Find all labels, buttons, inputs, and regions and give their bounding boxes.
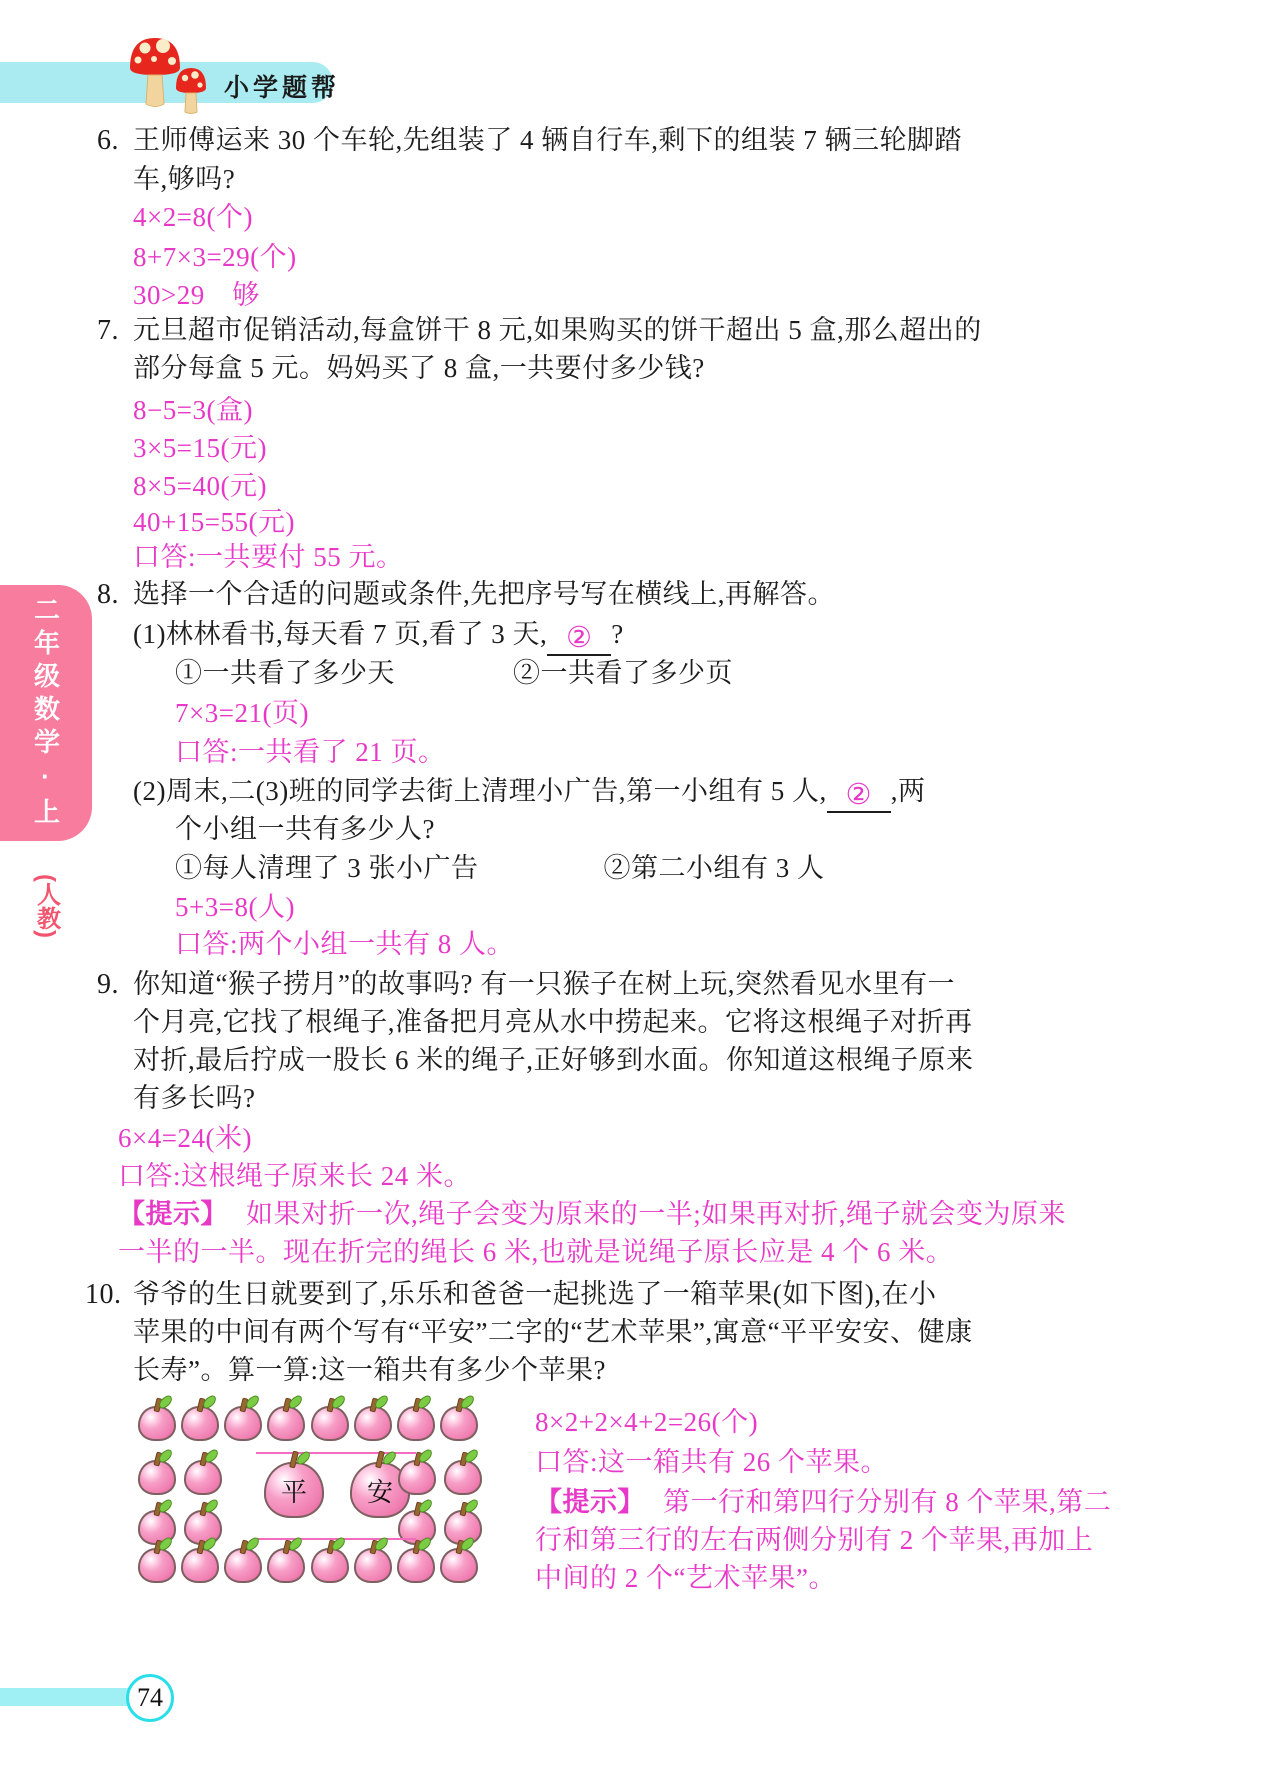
blank-choice: ② xyxy=(845,779,872,811)
q10-hint-line1 xyxy=(535,1486,1111,1519)
question-text: ,两 xyxy=(890,776,926,806)
apple-icon xyxy=(181,1548,219,1583)
question-text: 个小组一共有多少人? xyxy=(175,814,435,844)
q7-answer-3: 8×5=40(元) xyxy=(133,471,267,501)
q6-answer-3: 30>29 够 xyxy=(133,280,260,310)
q7-answer-2: 3×5=15(元) xyxy=(133,433,267,463)
page-number: 74 xyxy=(137,1683,163,1712)
q6-line1 xyxy=(97,124,962,157)
question-text: 对折,最后拧成一股长 6 米的绳子,正好够到水面。你知道这根绳子原来 xyxy=(133,1045,974,1075)
part-label: (1) xyxy=(133,619,166,649)
question-text: 个月亮,它找了根绳子,准备把月亮从水中捞起来。它将这根绳子对折再 xyxy=(133,1007,973,1037)
q7-answer-4: 40+15=55(元) xyxy=(133,507,295,537)
q6-answer-2: 8+7×3=29(个) xyxy=(133,242,297,272)
q6-line2 xyxy=(133,163,235,196)
hint-text: 中间的 2 个“艺术苹果”。 xyxy=(535,1563,836,1593)
q8-intro xyxy=(97,578,835,611)
apple-icon xyxy=(397,1406,435,1441)
part-label: (2) xyxy=(133,776,166,806)
apple-icon xyxy=(267,1548,305,1583)
q10-hint-line2 xyxy=(535,1524,1093,1557)
q9-line1 xyxy=(97,968,955,1001)
page-number-badge xyxy=(126,1674,174,1722)
sidebar-grade-label: 二年级数学·上 xyxy=(30,595,61,831)
question-text: ? xyxy=(611,619,624,649)
q9-answer-1: 6×4=24(米) xyxy=(118,1123,252,1153)
apple-icon xyxy=(354,1406,392,1441)
art-apples xyxy=(264,1462,410,1518)
apple-icon xyxy=(440,1548,478,1583)
q8-part1-answer-1: 7×3=21(页) xyxy=(175,698,309,728)
hint-text: 第一行和第四行分别有 8 个苹果,第二 xyxy=(663,1487,1112,1517)
art-apple-character: 平 xyxy=(280,1477,307,1507)
apple-icon xyxy=(224,1548,262,1583)
apple-icon xyxy=(397,1548,435,1583)
q8-part2-line1 xyxy=(133,775,925,813)
q9-hint-line2 xyxy=(118,1236,953,1269)
sidebar-publisher xyxy=(0,860,92,952)
q7-line2 xyxy=(133,352,705,385)
apple-group-left xyxy=(138,1460,218,1545)
q9-answer-2: 口答:这根绳子原来长 24 米。 xyxy=(118,1161,472,1191)
q7-line1 xyxy=(97,314,982,347)
footer-bar xyxy=(0,1688,128,1706)
question-text: 长寿”。算一算:这一箱共有多少个苹果? xyxy=(133,1355,606,1385)
apple-icon xyxy=(267,1406,305,1441)
q7-answer-5: 口答:一共要付 55 元。 xyxy=(133,542,404,572)
q7-number: 7. xyxy=(97,315,119,346)
question-text: 王师傅运来 30 个车轮,先组装了 4 辆自行车,剩下的组装 7 辆三轮脚踏 xyxy=(133,125,962,155)
option-1: ①每人清理了 3 张小广告 xyxy=(175,853,479,883)
q8-part2-answer-2: 口答:两个小组一共有 8 人。 xyxy=(175,929,515,959)
hint-text: 行和第三行的左右两侧分别有 2 个苹果,再加上 xyxy=(535,1525,1094,1555)
apple-icon xyxy=(311,1548,349,1583)
art-apple-character: 安 xyxy=(366,1477,393,1507)
question-text: 部分每盒 5 元。妈妈买了 8 盒,一共要付多少钱? xyxy=(133,353,705,383)
apple-icon xyxy=(311,1406,349,1441)
apple-group-right xyxy=(398,1460,478,1545)
hint-text: 如果对折一次,绳子会变为原来的一半;如果再对折,绳子就会变为原来 xyxy=(246,1199,1067,1229)
question-text: 林林看书,每天看 7 页,看了 3 天, xyxy=(165,619,548,649)
question-text: 苹果的中间有两个写有“平安”二字的“艺术苹果”,寓意“平平安安、健康 xyxy=(133,1317,973,1347)
answer-blank xyxy=(547,622,611,656)
question-text: 有多长吗? xyxy=(133,1083,256,1113)
brand-title: 小学题帮 xyxy=(224,74,341,102)
question-text: 元旦超市促销活动,每盒饼干 8 元,如果购买的饼干超出 5 盒,那么超出的 xyxy=(133,315,982,345)
q8-part2-line2 xyxy=(175,813,435,846)
apple-icon xyxy=(398,1460,436,1495)
q9-number: 9. xyxy=(97,969,119,1000)
apple-icon xyxy=(440,1406,478,1441)
mushroom-logo-icon xyxy=(124,36,216,116)
q10-answer-2: 口答:这一箱共有 26 个苹果。 xyxy=(535,1447,889,1477)
apple-icon xyxy=(138,1548,176,1583)
q9-line3 xyxy=(133,1044,974,1077)
q6-number: 6. xyxy=(97,125,119,156)
q8-part1-answer-2: 口答:一共看了 21 页。 xyxy=(175,737,446,767)
apple-box-diagram xyxy=(138,1396,478,1591)
q9-line2 xyxy=(133,1006,973,1039)
answer-blank xyxy=(827,779,891,813)
sidebar-grade-tab xyxy=(0,585,92,841)
q10-line2 xyxy=(133,1316,973,1349)
question-text: 爷爷的生日就要到了,乐乐和爸爸一起挑选了一箱苹果(如下图),在小 xyxy=(133,1279,937,1309)
q10-hint-line3 xyxy=(535,1562,836,1595)
apple-icon xyxy=(181,1406,219,1441)
apple-icon xyxy=(184,1460,222,1495)
question-text: 你知道“猴子捞月”的故事吗? 有一只猴子在树上玩,突然看见水里有一 xyxy=(133,969,955,999)
apple-icon xyxy=(138,1406,176,1441)
hint-label: 【提示】 xyxy=(118,1199,228,1229)
q9-hint-line1 xyxy=(118,1198,1066,1231)
apple-icon xyxy=(138,1460,176,1495)
q9-line4 xyxy=(133,1082,255,1115)
q10-line1 xyxy=(85,1278,937,1311)
q8-number: 8. xyxy=(97,579,119,610)
q8-part1-line xyxy=(133,618,624,656)
option-2: ②第二小组有 3 人 xyxy=(603,853,825,883)
q6-answer-1: 4×2=8(个) xyxy=(133,202,253,232)
q10-answer-1: 8×2+2×4+2=26(个) xyxy=(535,1407,759,1437)
art-apple-icon xyxy=(264,1462,324,1518)
question-text: 车,够吗? xyxy=(133,164,236,194)
option-2: ②一共看了多少页 xyxy=(513,658,733,688)
apple-row-top xyxy=(138,1406,478,1441)
apple-icon xyxy=(354,1548,392,1583)
q10-number: 10. xyxy=(85,1279,122,1310)
hint-text: 一半的一半。现在折完的绳长 6 米,也就是说绳子原长应是 4 个 6 米。 xyxy=(118,1237,954,1267)
apple-icon xyxy=(224,1406,262,1441)
q8-part2-options xyxy=(175,852,825,885)
q8-part2-answer-1: 5+3=8(人) xyxy=(175,892,295,922)
q8-part1-options xyxy=(175,657,733,690)
question-text: 选择一个合适的问题或条件,先把序号写在横线上,再解答。 xyxy=(133,579,835,609)
apple-row-bottom xyxy=(138,1548,478,1583)
sidebar-publisher-label: (人教) xyxy=(32,874,60,938)
q7-answer-1: 8−5=3(盒) xyxy=(133,395,253,425)
q10-line3 xyxy=(133,1354,606,1387)
option-1: ①一共看了多少天 xyxy=(175,658,395,688)
blank-choice: ② xyxy=(565,622,593,654)
apple-icon xyxy=(444,1460,482,1495)
hint-label: 【提示】 xyxy=(535,1487,645,1517)
question-text: 周末,二(3)班的同学去街上清理小广告,第一小组有 5 人, xyxy=(165,776,827,806)
